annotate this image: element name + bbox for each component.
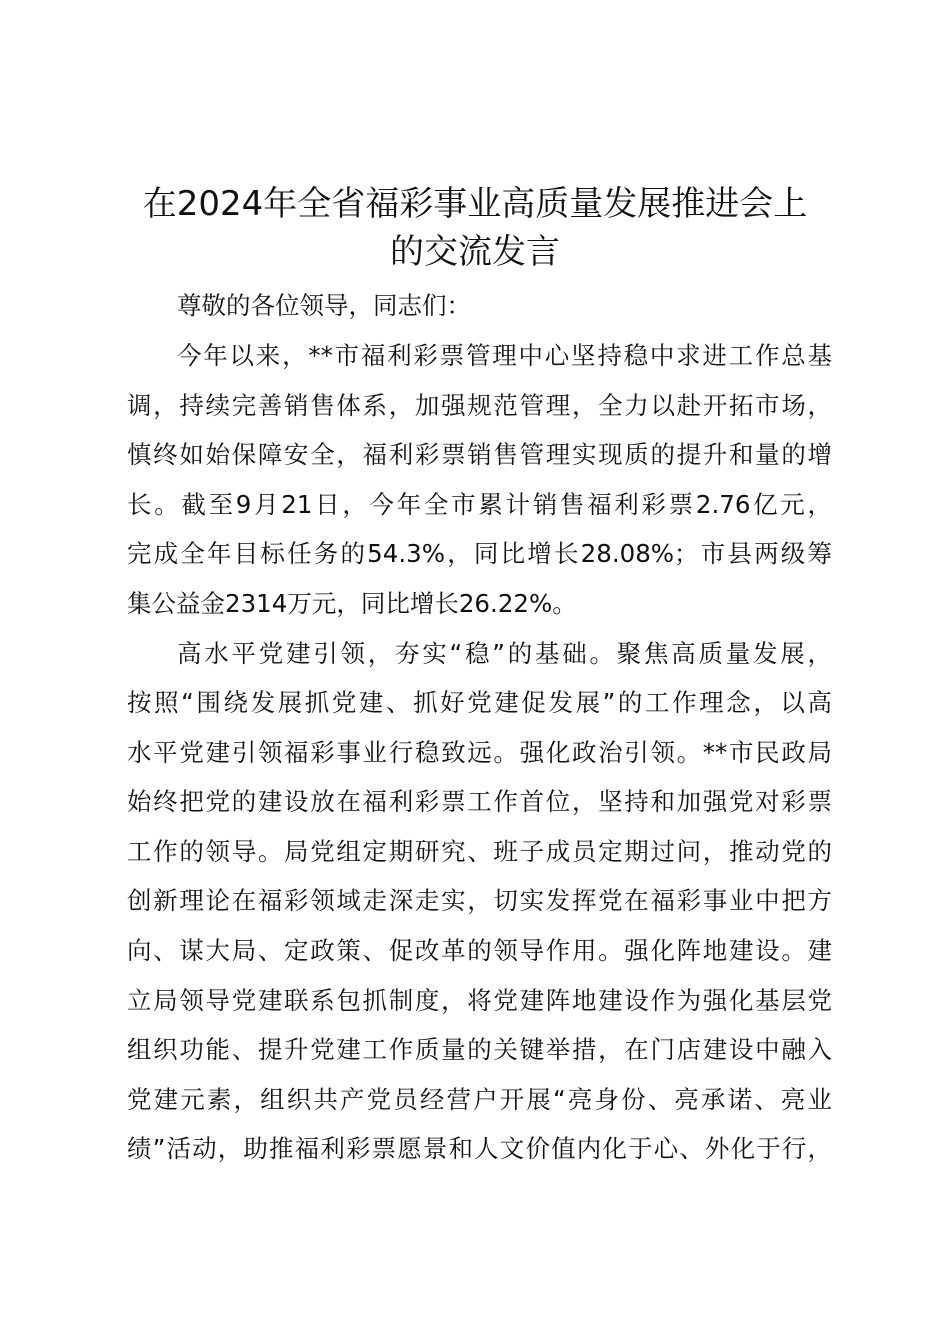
document-title xyxy=(100,180,850,276)
paragraph-2-line-2: 按照“围绕发展抓党建、抓好党建促发展”的工作理念，以高 xyxy=(127,688,832,717)
paragraph-1-line-5: 完成全年目标任务的54.3%，同比增长28.08%；市县两级筹 xyxy=(127,539,832,568)
paragraph-1-line-2: 调，持续完善销售体系，加强规范管理，全力以赴开拓市场， xyxy=(127,391,832,420)
paragraph-2-line-9: 组织功能、提升党建工作质量的关键举措，在门店建设中融入 xyxy=(127,1035,832,1064)
paragraph-2-line-8: 立局领导党建联系包抓制度，将党建阵地建设作为强化基层党 xyxy=(127,986,832,1015)
paragraph-2-line-4: 始终把党的建设放在福利彩票工作首位，坚持和加强党对彩票 xyxy=(127,787,832,816)
paragraph-2-line-3: 水平党建引领福彩事业行稳致远。强化政治引领。**市民政局 xyxy=(127,738,832,767)
paragraph-2-line-5: 工作的领导。局党组定期研究、班子成员定期过问，推动党的 xyxy=(127,837,832,866)
title-line-2: 的交流发言 xyxy=(390,232,560,272)
paragraph-1-line-3: 慎终如始保障安全，福利彩票销售管理实现质的提升和量的增 xyxy=(127,440,832,469)
greeting-line: 尊敬的各位领导，同志们： xyxy=(177,291,471,320)
title-line-1: 在2024年全省福彩事业高质量发展推进会上 xyxy=(142,184,808,224)
paragraph-1-line-6: 集公益金2314万元，同比增长26.22%。 xyxy=(127,589,577,618)
paragraph-2-line-11: 绩”活动，助推福利彩票愿景和人文价值内化于心、外化于行， xyxy=(127,1134,832,1163)
paragraph-2-line-10: 党建元素，组织共产党员经营户开展“亮身份、亮承诺、亮业 xyxy=(127,1085,832,1114)
paragraph-1-line-4: 长。截至9月21日，今年全市累计销售福利彩票2.76亿元， xyxy=(127,490,832,519)
paragraph-2-line-1: 高水平党建引领，夯实“稳”的基础。聚焦高质量发展， xyxy=(177,639,832,668)
paragraph-1-line-1: 今年以来，**市福利彩票管理中心坚持稳中求进工作总基 xyxy=(177,341,832,370)
paragraph-2-line-6: 创新理论在福彩领域走深走实，切实发挥党在福彩事业中把方 xyxy=(127,886,832,915)
paragraph-2-line-7: 向、谋大局、定政策、促改革的领导作用。强化阵地建设。建 xyxy=(127,936,832,965)
